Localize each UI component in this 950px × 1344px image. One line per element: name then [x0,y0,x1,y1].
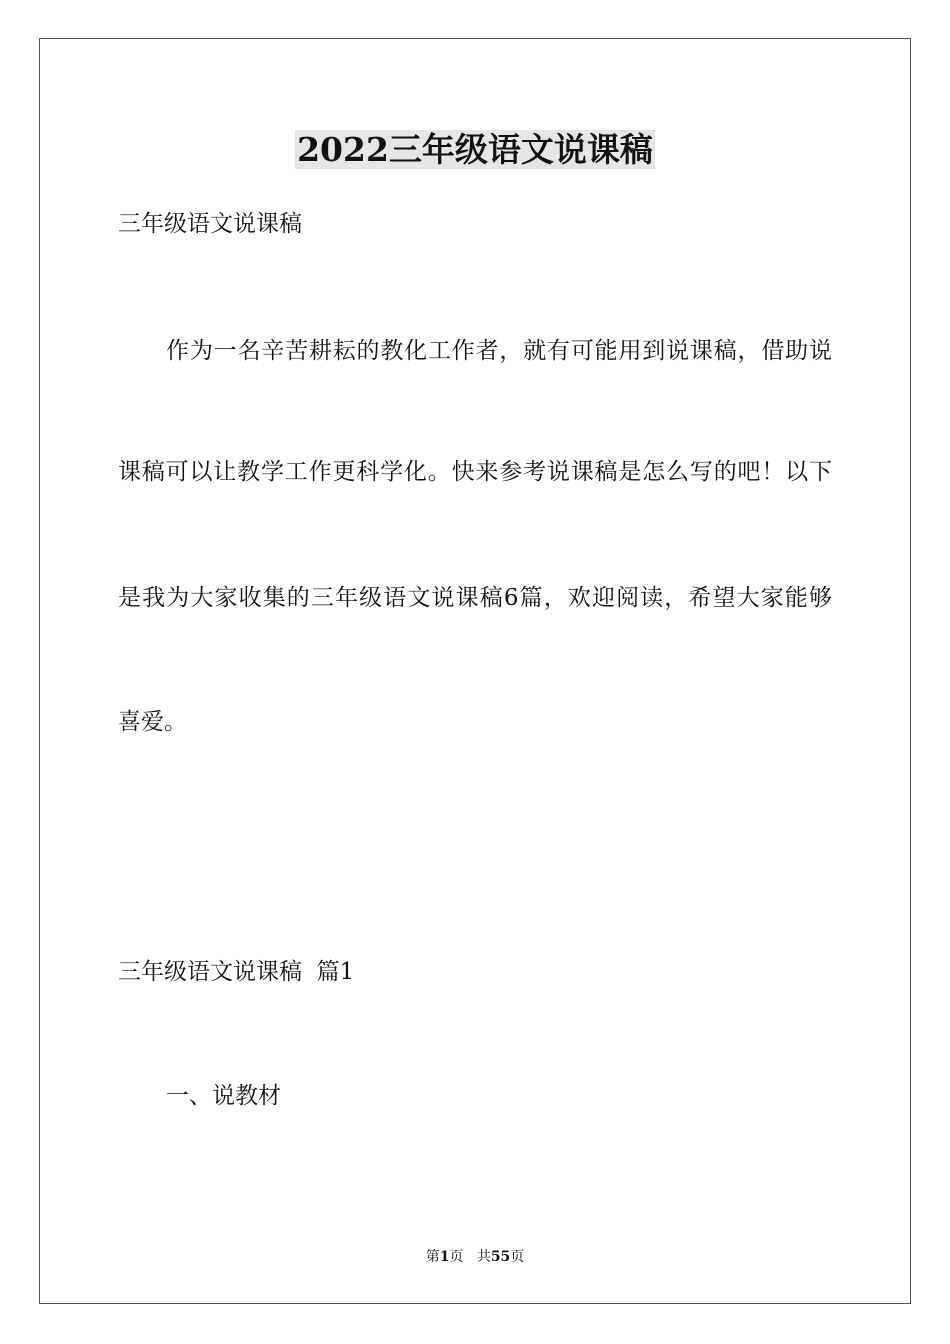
footer-page-total: 55 [490,1249,511,1265]
intro-paragraph-line-3: 是我为大家收集的三年级语文说课稿6篇，欢迎阅读，希望大家能够 [118,585,832,611]
page-footer [0,1247,950,1267]
intro-paragraph-line-4: 喜爱。 [118,709,187,735]
document-title-text: 2022三年级语文说课稿 [297,130,653,169]
footer-total-prefix: 共 [476,1249,491,1265]
intro-paragraph-line-1: 作为一名辛苦耕耘的教化工作者，就有可能用到说课稿，借助说 [166,338,832,364]
document-subtitle: 三年级语文说课稿 [118,211,302,237]
subsection-heading: 一、说教材 [166,1083,281,1109]
section-heading: 三年级语文说课稿 篇1 [118,959,355,985]
footer-total-suffix: 页 [510,1249,525,1265]
intro-paragraph-line-2: 课稿可以让教学工作更科学化。快来参考说课稿是怎么写的吧！以下 [118,459,832,485]
footer-page-prefix: 第 [425,1249,440,1265]
footer-page-current: 1 [439,1249,450,1265]
footer-page-suffix: 页 [449,1249,464,1265]
document-title [0,128,950,172]
